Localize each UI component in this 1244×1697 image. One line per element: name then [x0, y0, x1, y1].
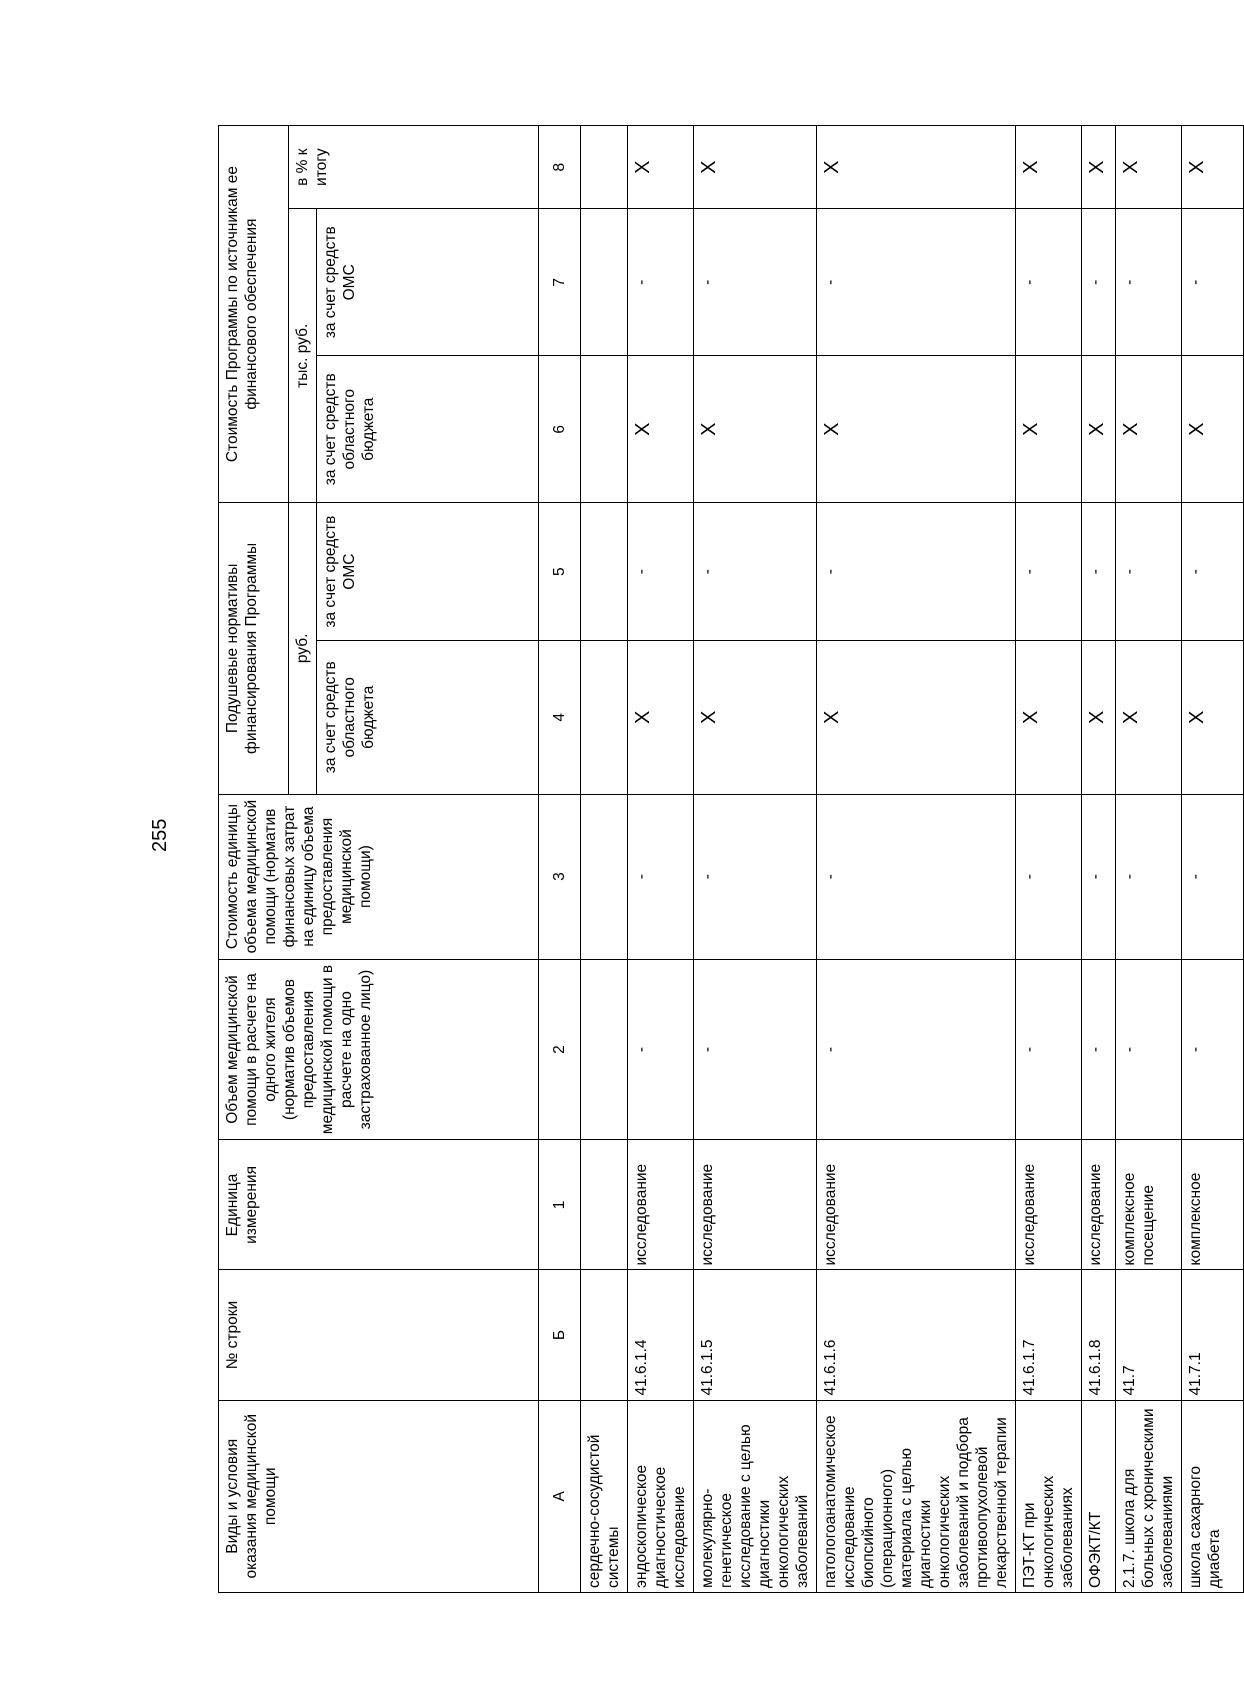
row-cell: -	[1016, 209, 1082, 356]
row-cell: -	[1082, 959, 1116, 1140]
row-unit: исследование	[1016, 1140, 1082, 1270]
row-cell: -	[1016, 959, 1082, 1140]
row-name: 2.1.7. школа для больных с хроническими заболеваниями	[1116, 1400, 1182, 1592]
row-cell: -	[1182, 794, 1244, 959]
row-cell: X	[1116, 641, 1182, 794]
row-number: 41.6.1.8	[1082, 1270, 1116, 1400]
row-cell: -	[1116, 503, 1182, 641]
row-unit: исследование	[817, 1140, 1016, 1270]
row-cell: X	[817, 126, 1016, 209]
row-unit	[581, 1140, 628, 1270]
header-col-4: за счет средств областного бюджета	[317, 641, 539, 794]
table-row	[1182, 126, 1244, 1593]
row-cell: X	[628, 356, 694, 503]
header-percent-total: в % к итогу	[289, 126, 539, 209]
row-cell: -	[1082, 503, 1116, 641]
header-col-b: № строки	[219, 1270, 539, 1400]
row-cell: -	[1182, 503, 1244, 641]
row-cell: X	[1016, 356, 1082, 503]
col-number: 5	[539, 503, 581, 641]
row-name: сердечно-сосудистой системы	[581, 1400, 628, 1592]
row-number: 41.7	[1116, 1270, 1182, 1400]
row-cell: X	[1116, 126, 1182, 209]
header-thousand-rub: тыс. руб.	[289, 209, 317, 503]
row-cell: -	[1182, 209, 1244, 356]
header-col-6: за счет средств областного бюджета	[317, 356, 539, 503]
row-number: 41.6.1.6	[817, 1270, 1016, 1400]
rotated-table-container	[218, 125, 1223, 1593]
row-cell: -	[1016, 503, 1082, 641]
header-col-2: Объем медицинской помощи в расчете на одного жителя (норматив объемов предоставления медицинской помощи в расчете на одно застрахованное лицо)	[219, 959, 539, 1140]
row-name: ОФЭКТ/КТ	[1082, 1400, 1116, 1592]
row-cell: -	[817, 959, 1016, 1140]
row-cell: X	[1182, 356, 1244, 503]
col-number: 8	[539, 126, 581, 209]
col-number: А	[539, 1400, 581, 1592]
row-cell: X	[628, 641, 694, 794]
row-cell: -	[817, 503, 1016, 641]
col-number: 1	[539, 1140, 581, 1270]
row-cell: X	[694, 641, 817, 794]
header-col-a: Виды и условия оказания медицинской помощи	[219, 1400, 539, 1592]
row-cell: -	[694, 959, 817, 1140]
table-row	[581, 126, 628, 1593]
row-cell	[581, 356, 628, 503]
page-number: 255	[149, 818, 171, 852]
row-cell	[581, 126, 628, 209]
row-cell: -	[628, 959, 694, 1140]
header-col-3: Стоимость единицы объема медицинской помощи (норматив финансовых затрат на единицу объема предоставления медицинской помощи)	[219, 794, 539, 959]
column-number-row	[539, 126, 581, 1593]
col-number: 3	[539, 794, 581, 959]
row-cell: X	[694, 356, 817, 503]
col-number: 7	[539, 209, 581, 356]
row-cell: X	[1082, 641, 1116, 794]
row-cell: -	[694, 209, 817, 356]
row-cell: X	[694, 126, 817, 209]
table-row	[1016, 126, 1082, 1593]
row-cell: -	[817, 794, 1016, 959]
table-row	[1082, 126, 1116, 1593]
table-row	[817, 126, 1016, 1593]
row-cell: X	[1082, 126, 1116, 209]
row-unit: комплексное	[1182, 1140, 1244, 1270]
row-name: молекулярно-генетическое исследование с целью диагностики онкологических заболеваний	[694, 1400, 817, 1592]
table-row	[694, 126, 817, 1593]
row-cell	[581, 641, 628, 794]
row-unit: комплексное посещение	[1116, 1140, 1182, 1270]
row-name: патологоанатомическое исследование биопсийного (операционного) материала с целью диагностики онкологических заболеваний и подбора противоопухолевой лекарственной терапии	[817, 1400, 1016, 1592]
row-number: 41.7.1	[1182, 1270, 1244, 1400]
header-rub: руб.	[289, 503, 317, 794]
table-row	[1116, 126, 1182, 1593]
row-cell: X	[817, 356, 1016, 503]
row-cell: X	[1016, 126, 1082, 209]
row-unit: исследование	[1082, 1140, 1116, 1270]
row-cell: -	[628, 794, 694, 959]
col-number: Б	[539, 1270, 581, 1400]
row-cell	[581, 209, 628, 356]
row-number: 41.6.1.5	[694, 1270, 817, 1400]
col-number: 4	[539, 641, 581, 794]
row-cell: -	[1116, 959, 1182, 1140]
row-cell: -	[1082, 794, 1116, 959]
header-row-1	[219, 126, 289, 1593]
row-cell: X	[628, 126, 694, 209]
row-cell: -	[1116, 209, 1182, 356]
row-cell: -	[628, 209, 694, 356]
row-cell: X	[817, 641, 1016, 794]
row-number: 41.6.1.4	[628, 1270, 694, 1400]
row-cell: X	[1016, 641, 1082, 794]
row-cell: X	[1182, 126, 1244, 209]
header-group-cost: Стоимость Программы по источникам ее финансового обеспечения	[219, 126, 289, 503]
header-col-5: за счет средств ОМС	[317, 503, 539, 641]
col-number: 2	[539, 959, 581, 1140]
row-number: 41.6.1.7	[1016, 1270, 1082, 1400]
header-group-normatives: Подушевые нормативы финансирования Программы	[219, 503, 289, 794]
row-cell: -	[1016, 794, 1082, 959]
row-cell: -	[694, 794, 817, 959]
row-cell: X	[1082, 356, 1116, 503]
row-cell: X	[1116, 356, 1182, 503]
row-cell: -	[628, 503, 694, 641]
row-cell	[581, 503, 628, 641]
header-col-7: за счет средств ОМС	[317, 209, 539, 356]
row-cell: -	[1182, 959, 1244, 1140]
row-cell: -	[1082, 209, 1116, 356]
financing-table	[218, 125, 1244, 1593]
row-unit: исследование	[694, 1140, 817, 1270]
row-name: ПЭТ-КТ при онкологических заболеваниях	[1016, 1400, 1082, 1592]
col-number: 6	[539, 356, 581, 503]
row-cell: -	[1116, 794, 1182, 959]
row-cell: -	[694, 503, 817, 641]
row-cell: X	[1182, 641, 1244, 794]
row-cell	[581, 959, 628, 1140]
row-unit: исследование	[628, 1140, 694, 1270]
row-cell: -	[817, 209, 1016, 356]
row-number	[581, 1270, 628, 1400]
row-cell	[581, 794, 628, 959]
row-name: школа сахарного диабета	[1182, 1400, 1244, 1592]
row-name: эндоскопическое диагностическое исследование	[628, 1400, 694, 1592]
table-row	[628, 126, 694, 1593]
header-col-1: Единица измерения	[219, 1140, 539, 1270]
